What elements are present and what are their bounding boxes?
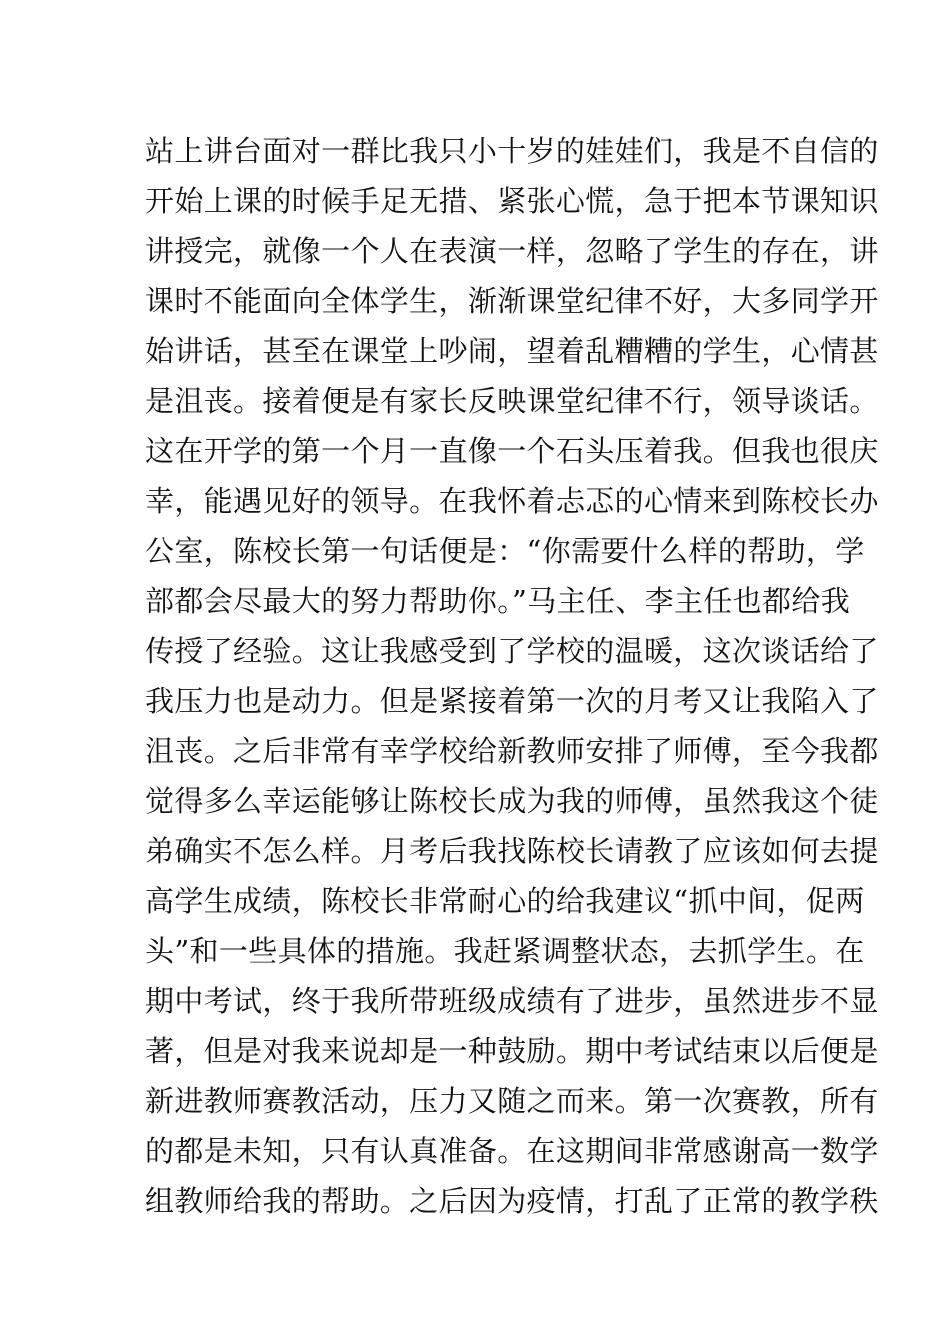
text-line: 沮丧。之后非常有幸学校给新教师安排了师傅，至今我都	[145, 734, 879, 768]
text-line: 高学生成绩，陈校长非常耐心的给我建议“抓中间，促两	[145, 884, 865, 918]
body-text	[145, 126, 879, 1226]
text-line: 期中考试，终于我所带班级成绩有了进步，虽然进步不显	[145, 984, 879, 1018]
text-line: 始讲话，甚至在课堂上吵闹，望着乱糟糟的学生，心情甚	[145, 334, 879, 368]
text-line: 弟确实不怎么样。月考后我找陈校长请教了应该如何去提	[145, 834, 879, 868]
text-line: 传授了经验。这让我感受到了学校的温暖，这次谈话给了	[145, 634, 879, 668]
text-line: 我压力也是动力。但是紧接着第一次的月考又让我陷入了	[145, 684, 879, 718]
text-line: 这在开学的第一个月一直像一个石头压着我。但我也很庆	[145, 434, 879, 468]
text-line: 头”和一些具体的措施。我赶紧调整状态，去抓学生。在	[145, 934, 865, 968]
text-line: 组教师给我的帮助。之后因为疫情，打乱了正常的教学秩	[145, 1184, 879, 1218]
text-line: 幸，能遇见好的领导。在我怀着忐忑的心情来到陈校长办	[145, 484, 879, 518]
text-line: 讲授完，就像一个人在表演一样，忽略了学生的存在，讲	[145, 234, 879, 268]
text-line: 是沮丧。接着便是有家长反映课堂纪律不行，领导谈话。	[145, 384, 879, 418]
text-line: 觉得多么幸运能够让陈校长成为我的师傅，虽然我这个徒	[145, 784, 879, 818]
text-line: 公室，陈校长第一句话便是：“你需要什么样的帮助，学	[145, 534, 865, 568]
text-line: 开始上课的时候手足无措、紧张心慌，急于把本节课知识	[145, 184, 879, 218]
text-line: 课时不能面向全体学生，渐渐课堂纪律不好，大多同学开	[145, 284, 879, 318]
text-line: 部都会尽最大的努力帮助你。”马主任、李主任也都给我	[145, 584, 851, 618]
text-line: 站上讲台面对一群比我只小十岁的娃娃们，我是不自信的	[145, 134, 879, 168]
text-line: 新进教师赛教活动，压力又随之而来。第一次赛教，所有	[145, 1084, 879, 1118]
text-line: 的都是未知，只有认真准备。在这期间非常感谢高一数学	[145, 1134, 879, 1168]
text-line: 著，但是对我来说却是一种鼓励。期中考试结束以后便是	[145, 1034, 879, 1068]
